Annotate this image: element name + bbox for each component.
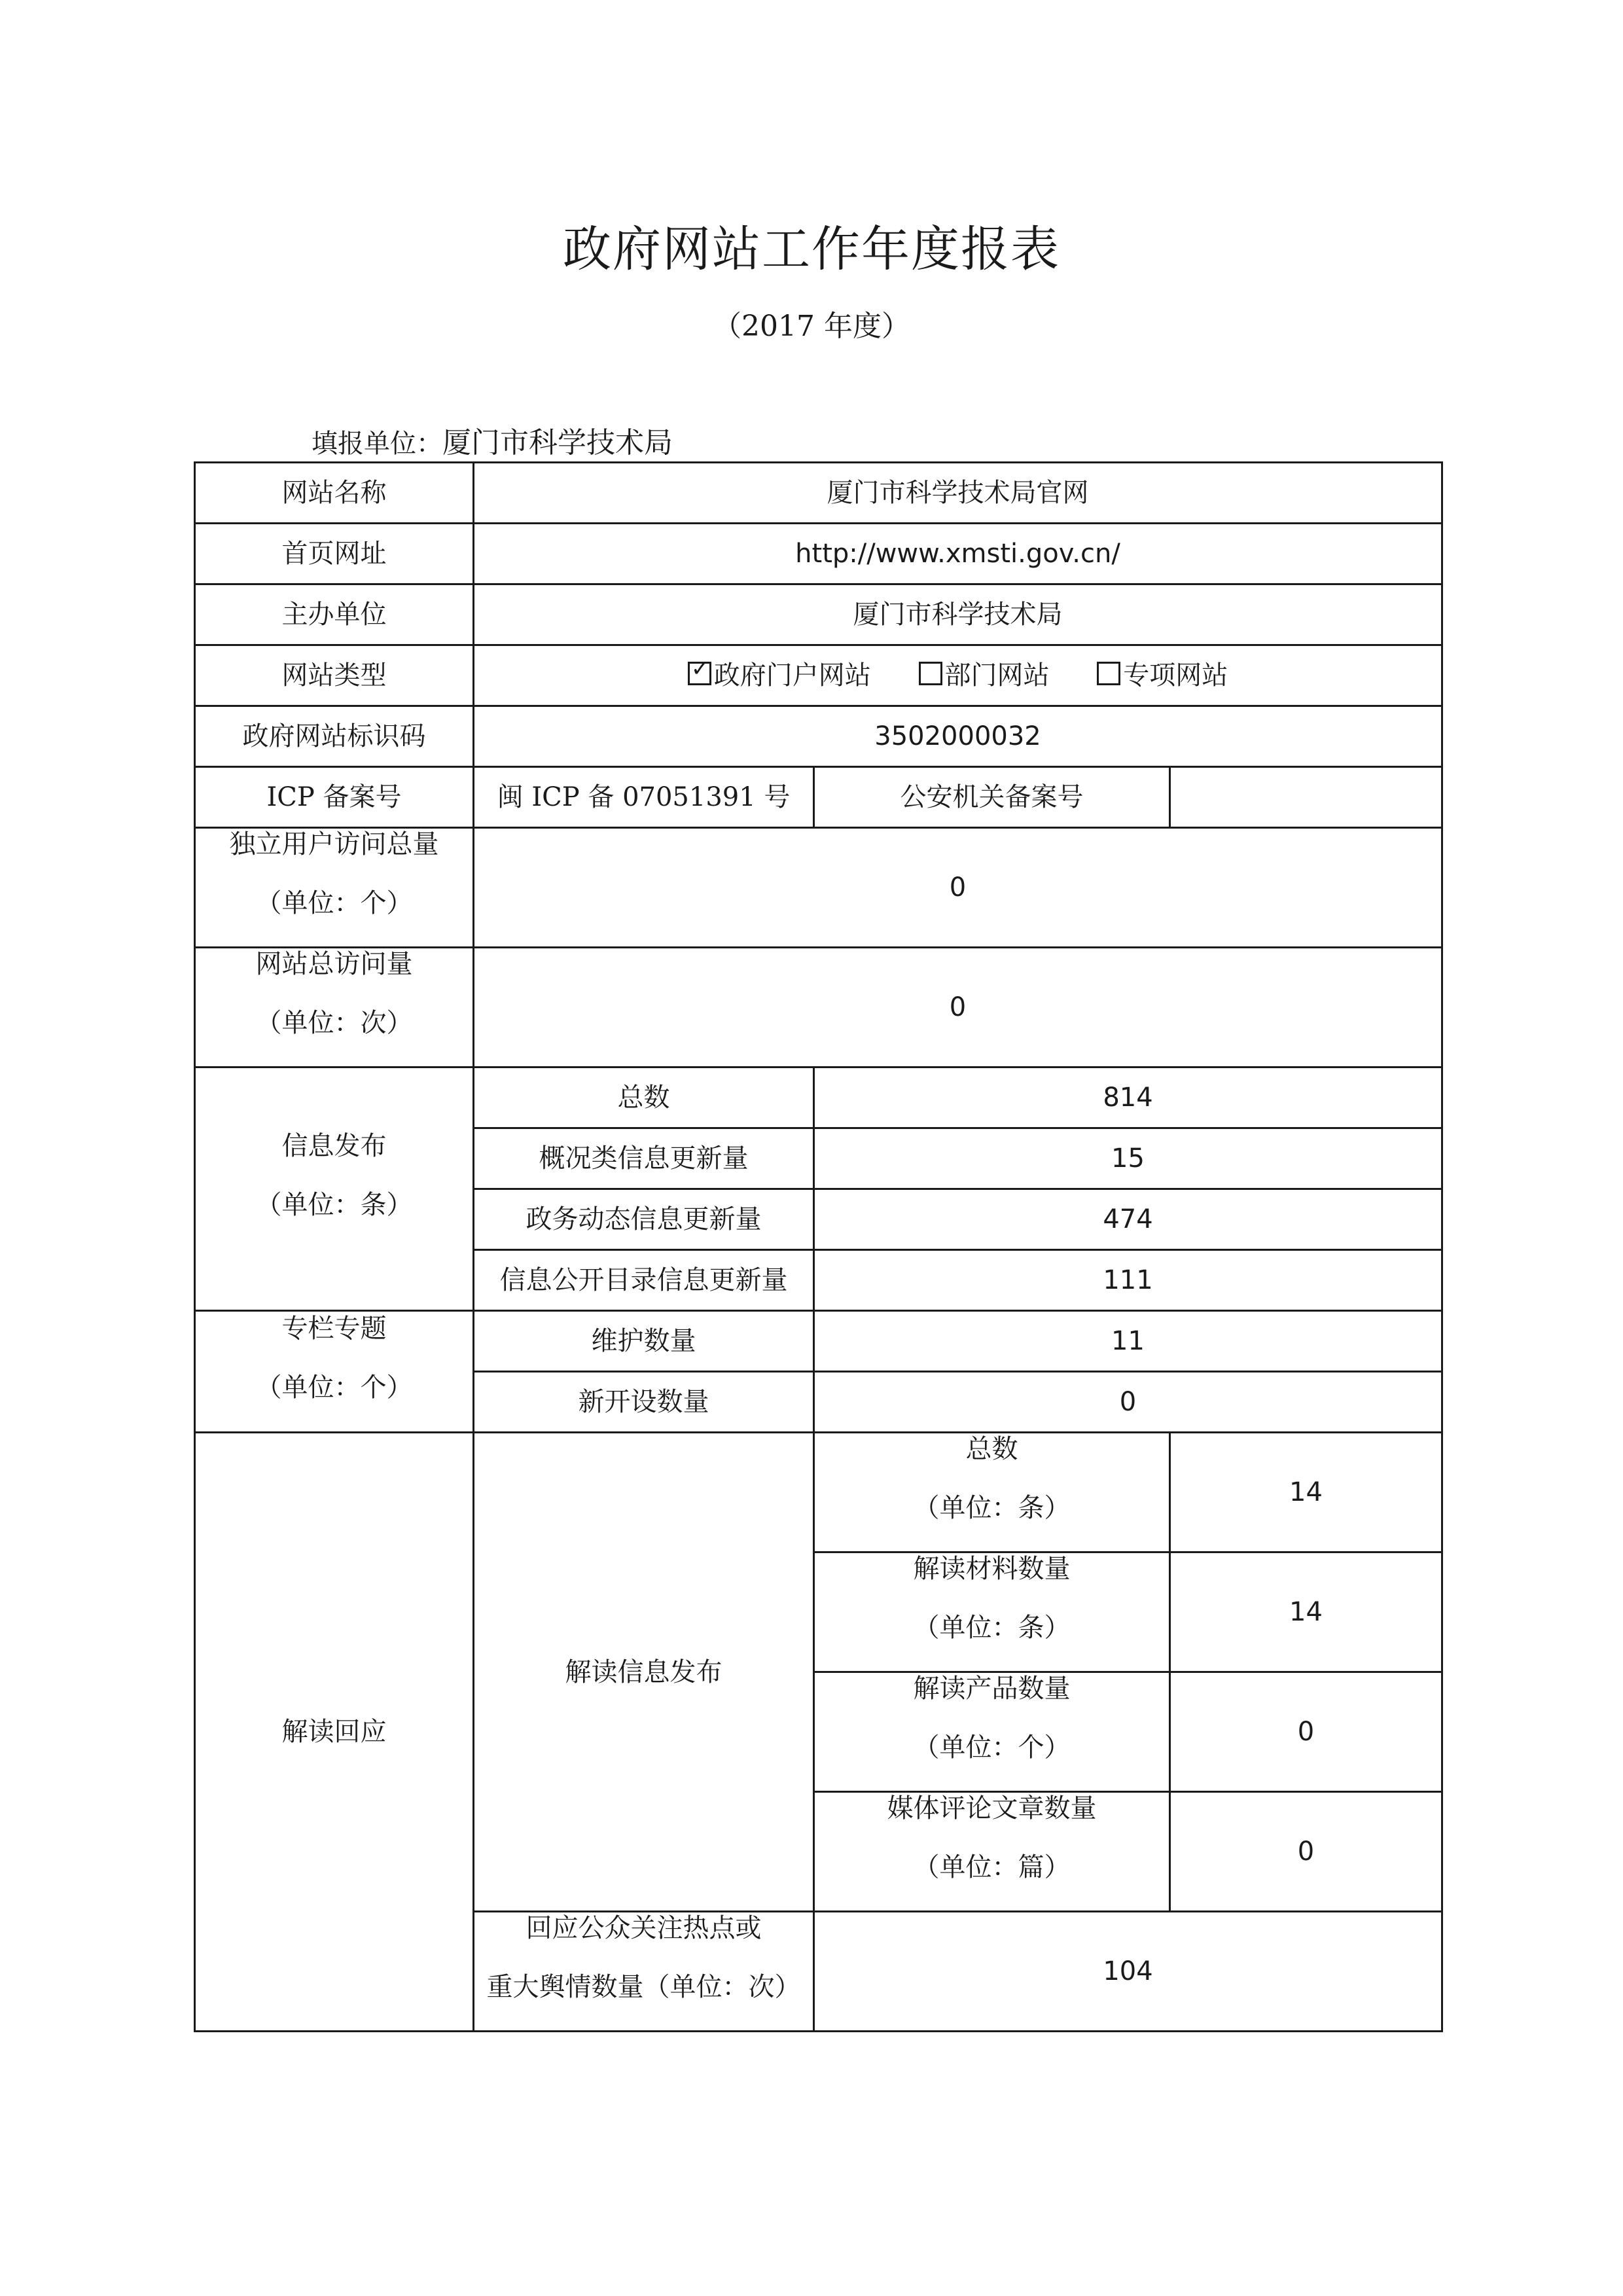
police-record-label: 公安机关备案号 — [814, 767, 1170, 828]
interpret-item-label: 媒体评论文章数量 — [887, 1793, 1097, 1823]
site-type-portal — [688, 660, 871, 691]
info-item-value: 814 — [814, 1067, 1442, 1128]
site-type-portal-label: 政府门户网站 — [713, 660, 871, 691]
info-item-label: 信息公开目录信息更新量 — [474, 1250, 814, 1311]
info-item-label: 政务动态信息更新量 — [474, 1189, 814, 1250]
info-publish-label: 信息发布 — [281, 1130, 387, 1161]
uv-label: 独立用户访问总量 — [229, 829, 439, 859]
filling-unit — [312, 419, 673, 461]
interpret-item-label-cell — [814, 1552, 1170, 1672]
interpret-item-value: 14 — [1170, 1552, 1442, 1672]
info-item-value: 111 — [814, 1250, 1442, 1311]
columns-item-value: 11 — [814, 1311, 1442, 1372]
uv-value: 0 — [474, 828, 1442, 948]
pv-unit: （单位：次） — [255, 1008, 413, 1038]
interpret-item-unit: （单位：篇） — [913, 1852, 1071, 1882]
homepage-url: http://www.xmsti.gov.cn/ — [474, 524, 1442, 584]
site-type-department — [919, 660, 1050, 691]
uv-unit: （单位：个） — [255, 888, 413, 918]
police-record-value — [1170, 767, 1442, 828]
site-type-department-label: 部门网站 — [944, 660, 1050, 691]
response-value: 104 — [814, 1912, 1442, 2032]
info-item-value: 474 — [814, 1189, 1442, 1250]
unchecked-box-icon — [919, 662, 942, 685]
table-row — [195, 1067, 1442, 1128]
filling-unit-value: 厦门市科学技术局 — [442, 426, 673, 459]
host-value: 厦门市科学技术局 — [474, 584, 1442, 645]
response-label-cell — [474, 1912, 814, 2032]
site-type-options — [474, 645, 1442, 706]
table-row — [195, 645, 1442, 706]
table-row — [195, 767, 1442, 828]
interpret-item-unit: （单位：条） — [913, 1493, 1071, 1523]
response-label-line2: 重大舆情数量（单位：次） — [486, 1972, 801, 2002]
table-row — [195, 1433, 1442, 1552]
interpret-item-label: 解读材料数量 — [913, 1554, 1071, 1584]
site-id-value: 3502000032 — [474, 706, 1442, 767]
site-name-value: 厦门市科学技术局官网 — [474, 463, 1442, 524]
columns-unit: （单位：个） — [255, 1372, 413, 1403]
interpret-item-unit: （单位：个） — [913, 1732, 1071, 1763]
checked-box-icon — [688, 662, 711, 685]
table-row — [195, 524, 1442, 584]
interpret-item-label: 解读产品数量 — [913, 1674, 1071, 1704]
pv-label-cell — [195, 948, 474, 1067]
interpret-item-value: 14 — [1170, 1433, 1442, 1552]
columns-item-label: 新开设数量 — [474, 1372, 814, 1433]
report-title: 政府网站工作年度报表 — [563, 221, 1060, 278]
report-table — [194, 461, 1443, 2032]
info-item-value: 15 — [814, 1128, 1442, 1189]
site-id-label: 政府网站标识码 — [195, 706, 474, 767]
interpret-item-label-cell — [814, 1792, 1170, 1912]
site-type-label: 网站类型 — [195, 645, 474, 706]
unchecked-box-icon — [1097, 662, 1120, 685]
response-label-line1: 回应公众关注热点或 — [526, 1913, 762, 1943]
interpret-item-label: 总数 — [965, 1434, 1018, 1464]
interpret-item-label-cell — [814, 1672, 1170, 1792]
info-publish-unit: （单位：条） — [255, 1189, 413, 1220]
interpret-sub-label: 解读信息发布 — [474, 1433, 814, 1912]
pv-value: 0 — [474, 948, 1442, 1067]
columns-item-value: 0 — [814, 1372, 1442, 1433]
uv-label-cell — [195, 828, 474, 948]
interpret-label: 解读回应 — [195, 1433, 474, 2032]
site-name-label: 网站名称 — [195, 463, 474, 524]
columns-label-cell — [195, 1311, 474, 1433]
table-row — [195, 1311, 1442, 1372]
table-row — [195, 706, 1442, 767]
site-type-special-label: 专项网站 — [1123, 660, 1228, 691]
interpret-item-value: 0 — [1170, 1792, 1442, 1912]
table-row — [195, 948, 1442, 1067]
icp-label: ICP 备案号 — [195, 767, 474, 828]
interpret-item-label-cell — [814, 1433, 1170, 1552]
columns-label: 专栏专题 — [281, 1313, 387, 1344]
table-row — [195, 463, 1442, 524]
info-publish-label-cell — [195, 1067, 474, 1311]
info-item-label: 概况类信息更新量 — [474, 1128, 814, 1189]
interpret-item-value: 0 — [1170, 1672, 1442, 1792]
interpret-item-unit: （单位：条） — [913, 1613, 1071, 1643]
table-row — [195, 828, 1442, 948]
pv-label: 网站总访问量 — [255, 949, 413, 979]
filling-unit-label: 填报单位： — [312, 429, 442, 459]
homepage-label: 首页网址 — [195, 524, 474, 584]
site-type-special — [1097, 660, 1228, 691]
table-row — [195, 584, 1442, 645]
icp-value: 闽 ICP 备 07051391 号 — [474, 767, 814, 828]
report-year: （2017 年度） — [713, 310, 910, 343]
columns-item-label: 维护数量 — [474, 1311, 814, 1372]
info-item-label: 总数 — [474, 1067, 814, 1128]
host-label: 主办单位 — [195, 584, 474, 645]
